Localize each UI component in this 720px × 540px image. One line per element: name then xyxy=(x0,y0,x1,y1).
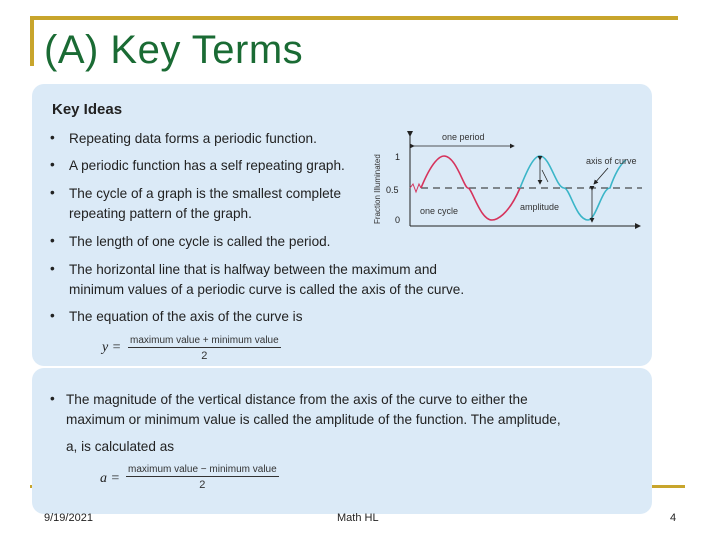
slide-frame-top xyxy=(30,16,678,20)
bullet-marker: • xyxy=(50,233,55,248)
bullet-marker: • xyxy=(50,308,55,323)
list-item: The horizontal line that is halfway between the maximum and xyxy=(69,262,437,277)
one-period-label: one period xyxy=(442,132,485,142)
amplitude-text-line: a, is calculated as xyxy=(66,439,175,454)
amplitude-label: amplitude xyxy=(520,202,560,212)
axis-formula-denominator: 2 xyxy=(201,350,208,362)
amplitude-text-line: The magnitude of the vertical distance from the axis of the curve to either the xyxy=(66,392,528,407)
list-item: Repeating data forms a periodic function. xyxy=(69,131,317,146)
y-tick-label: 0.5 xyxy=(386,185,399,195)
axis-of-curve-pointer xyxy=(594,168,608,184)
slide-frame-left xyxy=(30,16,34,66)
footer-page-number: 4 xyxy=(670,512,677,524)
slide-title: (A) Key Terms xyxy=(44,28,304,72)
y-tick-label: 0 xyxy=(395,215,401,225)
key-ideas-heading: Key Ideas xyxy=(52,101,123,118)
list-item-continuation: minimum values of a periodic curve is called the axis of the curve. xyxy=(69,282,465,297)
list-item: The equation of the axis of the curve is xyxy=(69,309,303,324)
bullet-marker: • xyxy=(50,261,55,276)
y-tick-label: 1 xyxy=(395,152,401,162)
list-item: A periodic function has a self repeating graph. xyxy=(69,158,345,173)
axis-formula-fraction xyxy=(128,335,281,362)
amplitude-formula-lhs: a = xyxy=(100,471,120,486)
one-cycle-label: one cycle xyxy=(420,206,459,216)
list-item: The cycle of a graph is the smallest complete xyxy=(69,186,342,201)
axis-break-mark xyxy=(410,184,421,192)
bullet-marker: • xyxy=(50,391,55,406)
amplitude-formula-fraction xyxy=(126,464,279,491)
y-axis-label: Fraction Illuminated xyxy=(373,154,382,224)
footer-date: 9/19/2021 xyxy=(44,512,93,524)
amplitude-pointer xyxy=(542,170,548,182)
amplitude-formula-denominator: 2 xyxy=(199,479,206,491)
axis-formula-lhs: y = xyxy=(102,340,122,355)
amplitude-formula-numerator: maximum value − minimum value xyxy=(128,464,277,475)
list-item: The length of one cycle is called the period. xyxy=(69,234,331,249)
bullet-marker: • xyxy=(50,185,55,200)
bullet-marker: • xyxy=(50,157,55,172)
amplitude-text-line: maximum or minimum value is called the amplitude of the function. The amplitude, xyxy=(66,412,561,427)
axis-of-curve-label: axis of curve xyxy=(586,156,637,166)
periodic-function-diagram xyxy=(370,126,646,234)
axis-formula-numerator: maximum value + minimum value xyxy=(130,335,279,346)
bullet-marker: • xyxy=(50,130,55,145)
list-item-continuation: repeating pattern of the graph. xyxy=(69,206,252,221)
footer-course: Math HL xyxy=(337,512,379,524)
